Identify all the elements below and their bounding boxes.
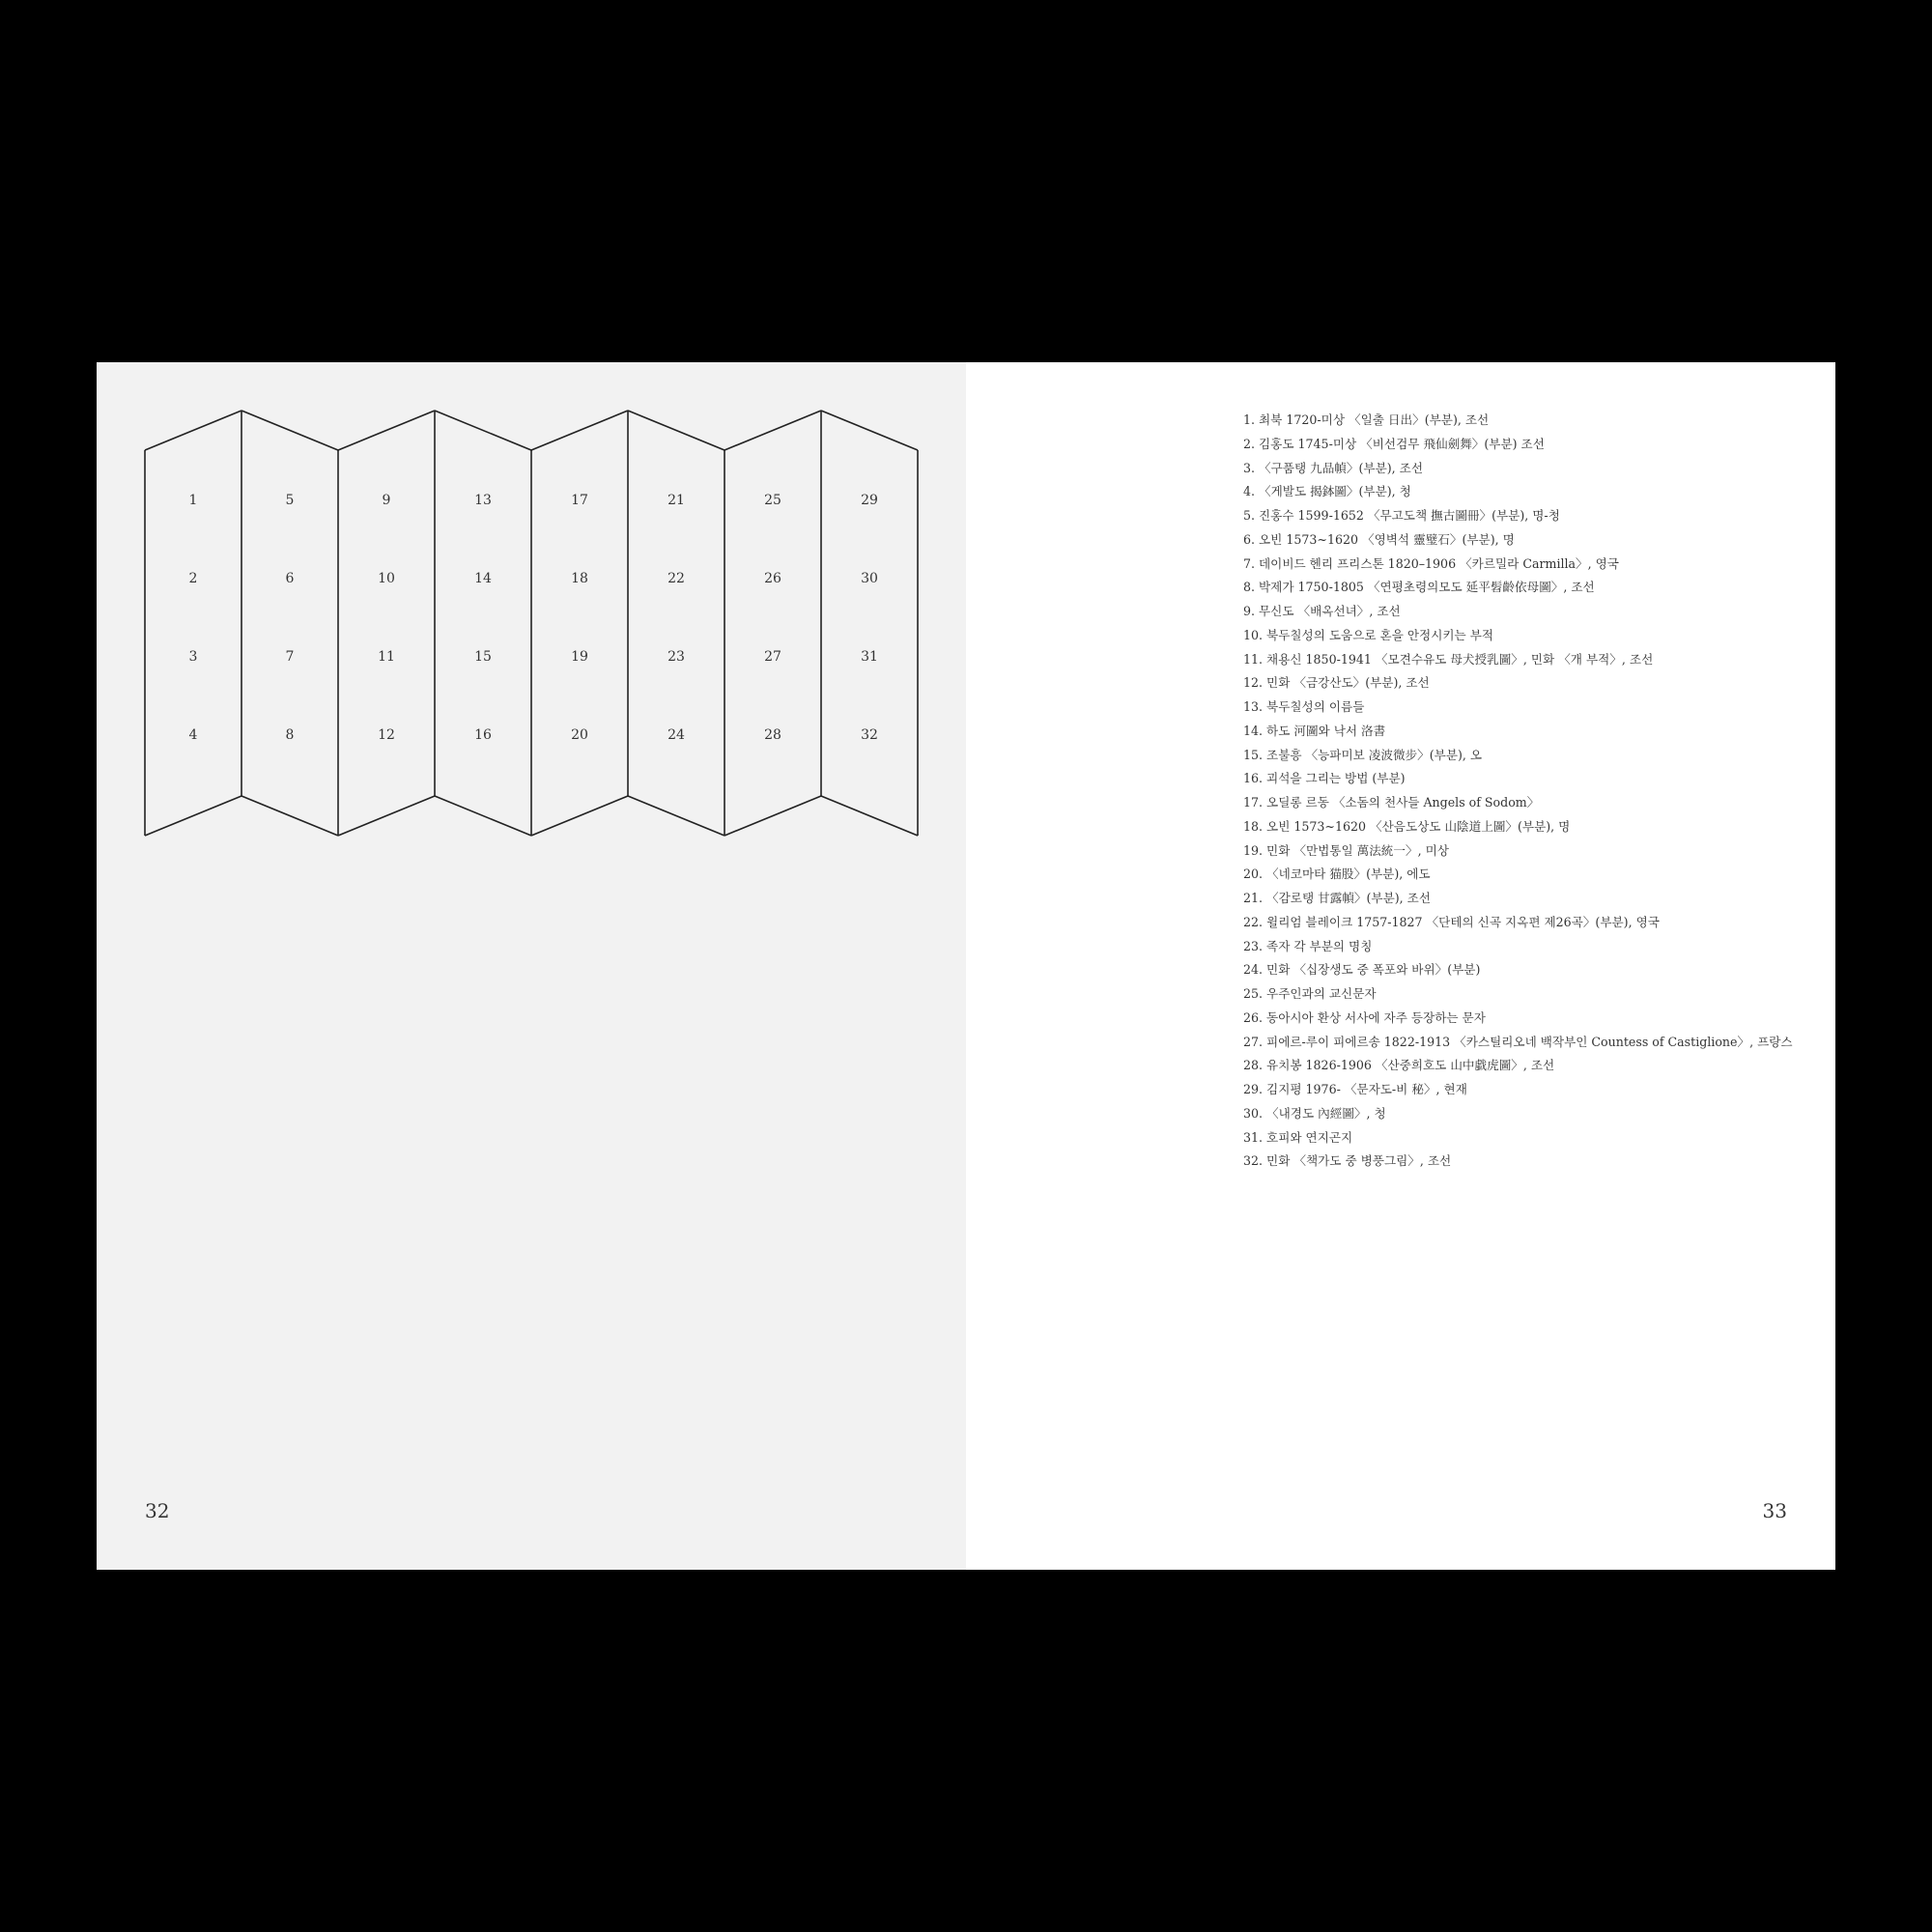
panel-number-label: 24 [668, 727, 685, 743]
panel-number-label: 28 [764, 727, 781, 743]
panel-top-edge [435, 411, 531, 450]
panel-number-label: 29 [861, 493, 878, 508]
panel-bottom-edge [821, 796, 918, 836]
panel-top-edge [338, 411, 435, 450]
panel-bottom-edge [338, 796, 435, 836]
panel-bottom-edge [242, 796, 338, 836]
caption-item: 13. 북두칠성의 이름들 [1243, 699, 1365, 714]
panel-bottom-edge [724, 796, 821, 836]
folding-screen-diagram [97, 362, 966, 845]
panel-number-label: 31 [861, 649, 878, 665]
caption-item: 16. 괴석을 그리는 방법 (부분) [1243, 771, 1406, 786]
right-page [966, 362, 1835, 1570]
caption-item: 2. 김홍도 1745-미상 〈비선검무 飛仙劍舞〉(부분) 조선 [1243, 436, 1545, 451]
panel-number-label: 20 [571, 727, 588, 743]
caption-item: 6. 오빈 1573~1620 〈영벽석 靈璧石〉(부분), 명 [1243, 531, 1515, 547]
panel-number-label: 7 [285, 649, 295, 665]
caption-item: 31. 호피와 연지곤지 [1243, 1129, 1353, 1145]
panel-top-edge [145, 411, 242, 450]
panel-number-label: 14 [474, 571, 492, 586]
panel-number-label: 12 [378, 727, 395, 743]
caption-item: 30. 〈내경도 內經圖〉, 청 [1243, 1105, 1386, 1121]
panel-number-label: 4 [188, 727, 198, 743]
caption-item: 28. 유치봉 1826-1906 〈산중희호도 山中戱虎圖〉, 조선 [1243, 1058, 1555, 1073]
caption-item: 3. 〈구품탱 九品幀〉(부분), 조선 [1243, 460, 1423, 475]
panel-number-label: 19 [571, 649, 588, 665]
panel-number-label: 8 [285, 727, 295, 743]
caption-item: 4. 〈게발도 揭鉢圖〉(부분), 청 [1243, 484, 1411, 499]
panel-number-label: 6 [285, 571, 295, 586]
caption-item: 11. 채용신 1850-1941 〈모견수유도 母犬授乳圖〉, 민화 〈개 부적〉, 조선 [1243, 651, 1654, 667]
caption-item: 9. 무신도 〈배옥선녀〉, 조선 [1243, 604, 1401, 618]
panel-number-label: 3 [188, 649, 198, 665]
panel-number-label: 13 [474, 493, 492, 508]
panel-number-label: 22 [668, 571, 685, 586]
caption-item: 14. 하도 河圖와 낙서 洛書 [1243, 723, 1386, 738]
panel-number-label: 32 [861, 727, 878, 743]
caption-item: 20. 〈네코마타 猫股〉(부분), 에도 [1243, 867, 1431, 882]
panel-top-edge [821, 411, 918, 450]
caption-item: 18. 오빈 1573~1620 〈산음도상도 山陰道上圖〉(부분), 명 [1243, 818, 1571, 834]
panel-top-edge [628, 411, 724, 450]
panel-number-label: 15 [474, 649, 492, 665]
caption-item: 23. 족자 각 부분의 명칭 [1243, 938, 1373, 953]
caption-item: 22. 윌리엄 블레이크 1757-1827 〈단테의 신곡 지옥편 제26곡〉(부분), 영국 [1243, 914, 1660, 929]
panel-number-label: 26 [764, 571, 781, 586]
panel-bottom-edge [145, 796, 242, 836]
panel-number-label: 30 [861, 571, 878, 586]
caption-item: 15. 조불흥 〈능파미보 凌波微步〉(부분), 오 [1243, 747, 1483, 762]
caption-item: 17. 오딜롱 르동 〈소돔의 천사들 Angels of Sodom〉 [1243, 795, 1540, 810]
panel-number-label: 27 [764, 649, 781, 665]
caption-item: 27. 피에르-루이 피에르송 1822-1913 〈카스틸리오네 백작부인 Countess of Castiglione〉, 프랑스 [1243, 1034, 1793, 1049]
panel-number-label: 23 [668, 649, 685, 665]
caption-item: 7. 데이비드 헨리 프리스톤 1820–1906 〈카르밀라 Carmilla〉, 영국 [1243, 555, 1619, 571]
panel-bottom-edge [628, 796, 724, 836]
left-page [97, 362, 966, 1570]
panel-number-label: 25 [764, 493, 781, 508]
caption-item: 5. 진홍수 1599-1652 〈무고도책 撫古圖冊〉(부분), 명-청 [1243, 508, 1560, 523]
caption-item: 8. 박제가 1750-1805 〈연평초령의모도 延平髫齡依母圖〉, 조선 [1243, 580, 1595, 595]
panel-number-label: 18 [571, 571, 588, 586]
panel-top-edge [242, 411, 338, 450]
panel-number-label: 2 [188, 571, 198, 586]
panel-number-label: 21 [668, 493, 685, 508]
panel-top-edge [531, 411, 628, 450]
caption-item: 25. 우주인과의 교신문자 [1243, 986, 1377, 1001]
panel-top-edge [724, 411, 821, 450]
caption-item: 12. 민화 〈금강산도〉(부분), 조선 [1243, 675, 1430, 691]
panel-number-label: 5 [285, 493, 295, 508]
panel-number-label: 11 [378, 649, 395, 665]
caption-item: 21. 〈감로탱 甘露幀〉(부분), 조선 [1243, 891, 1431, 905]
caption-item: 10. 북두칠성의 도움으로 혼을 안정시키는 부적 [1243, 627, 1494, 642]
panel-bottom-edge [435, 796, 531, 836]
panel-number-label: 16 [474, 727, 492, 743]
panel-bottom-edge [531, 796, 628, 836]
caption-item: 24. 민화 〈십장생도 중 폭포와 바위〉(부분) [1243, 962, 1481, 978]
panel-number-label: 10 [378, 571, 395, 586]
panel-number-label: 17 [571, 493, 588, 508]
page-number-left: 32 [145, 1499, 170, 1522]
image-caption-list [1243, 409, 1813, 1174]
caption-item: 1. 최북 1720-미상 〈일출 日出〉(부분), 조선 [1243, 412, 1490, 427]
panel-number-label: 9 [382, 493, 391, 508]
page-number-right: 33 [1762, 1499, 1787, 1522]
caption-item: 19. 민화 〈만법통일 萬法統一〉, 미상 [1243, 842, 1449, 858]
panel-number-label: 1 [188, 493, 198, 508]
caption-item: 26. 동아시아 환상 서사에 자주 등장하는 문자 [1243, 1009, 1486, 1025]
book-spread [97, 362, 1835, 1570]
caption-item: 29. 김지평 1976- 〈문자도-비 秘〉, 현재 [1243, 1082, 1467, 1096]
caption-item: 32. 민화 〈책가도 중 병풍그림〉, 조선 [1243, 1153, 1452, 1169]
